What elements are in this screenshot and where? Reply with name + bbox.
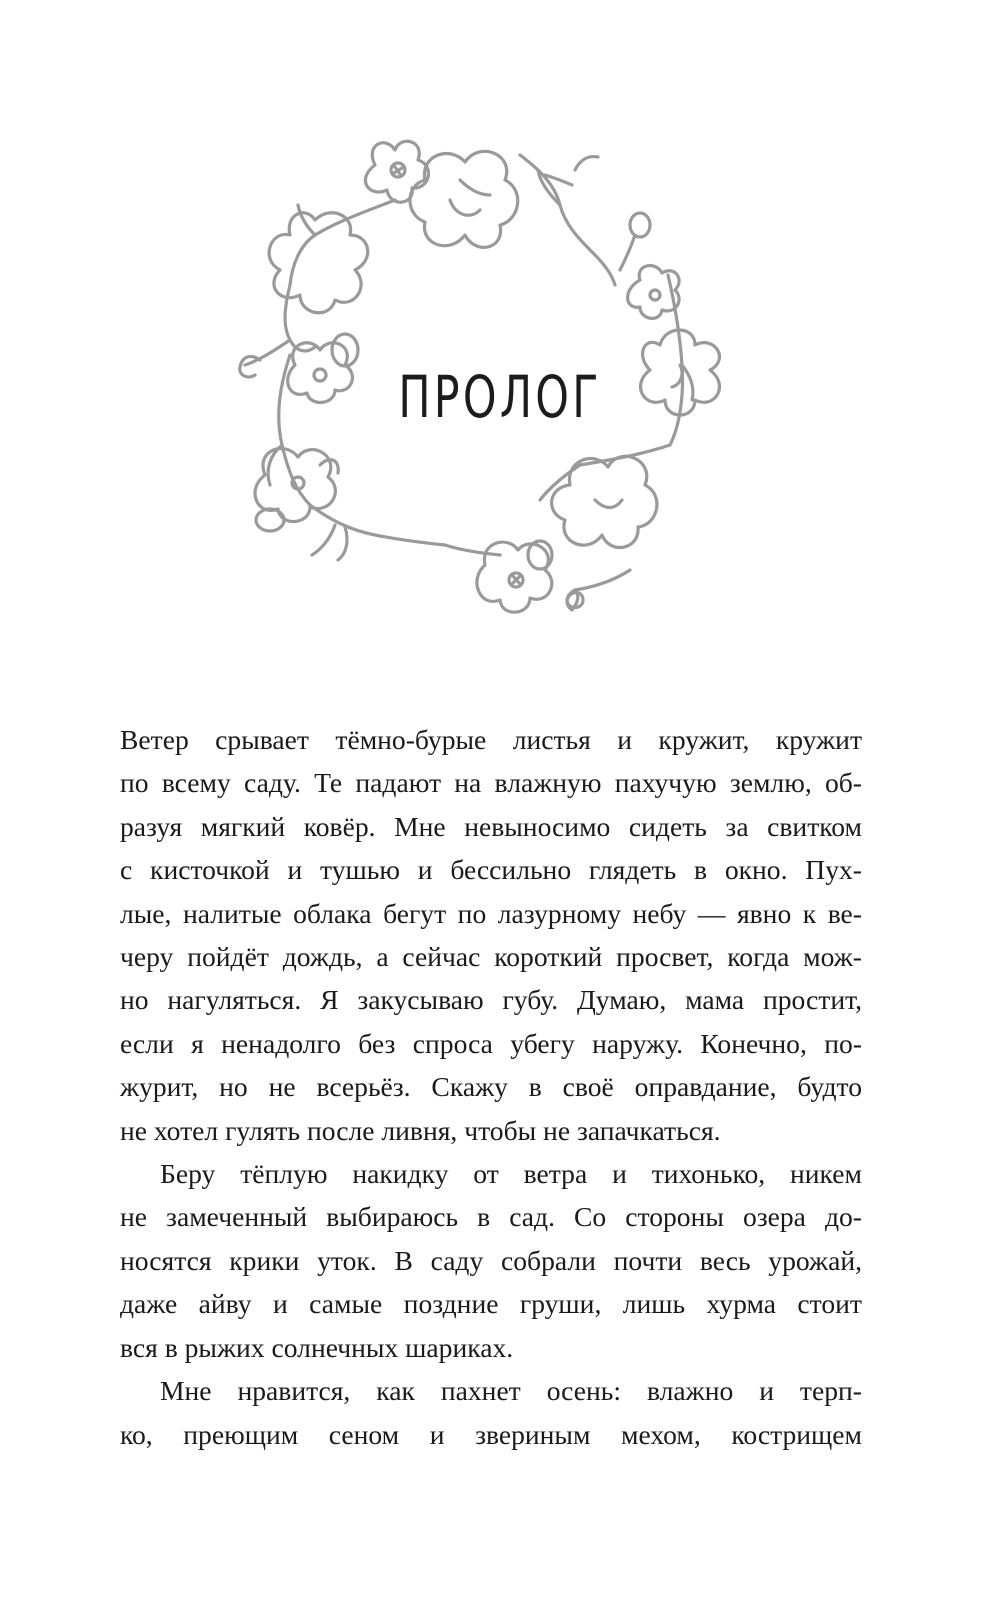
paragraph-3	[120, 1369, 862, 1456]
text-line: ко, преющим сеном и звериным мехом, кострищем	[120, 1418, 862, 1450]
text-line: черу пойдёт дождь, а сейчас короткий просвет, когда мож-	[120, 941, 862, 973]
text-line: даже айву и самые поздние груши, лишь хурма стоит	[120, 1288, 862, 1320]
text-line: если я ненадолго без спроса убегу наружу. Конечно, по-	[120, 1027, 862, 1059]
paragraph-1	[120, 718, 862, 1152]
text-line: но нагуляться. Я закусываю губу. Думаю, мама простит,	[120, 984, 862, 1016]
text-line: носятся крики уток. В саду собрали почти весь урожай,	[120, 1244, 862, 1276]
text-line: журит, но не всерьёз. Скажу в своё оправдание, будто	[120, 1071, 862, 1103]
text-line: не хотел гулять после ливня, чтобы не запачкаться.	[120, 1114, 721, 1146]
text-line: не замеченный выбираюсь в сад. Со стороны озера до-	[120, 1201, 862, 1233]
text-line: разуя мягкий ковёр. Мне невыносимо сидеть за свитком	[120, 810, 862, 842]
text-line: с кисточкой и тушью и бессильно глядеть в окно. Пух-	[120, 854, 862, 886]
body-text	[120, 718, 862, 1456]
text-line: лые, налитые облака бегут по лазурному небу — явно к ве-	[120, 897, 862, 929]
text-line: Беру тёплую накидку от ветра и тихонько, никем	[160, 1158, 862, 1190]
paragraph-2	[120, 1152, 862, 1369]
text-line: Ветер срывает тёмно-бурые листья и кружит, кружит	[120, 724, 862, 755]
chapter-title: ПРОЛОГ	[398, 363, 602, 431]
text-line: по всему саду. Те падают на влажную пахучую землю, об-	[120, 767, 862, 799]
text-line: вся в рыжих солнечных шариках.	[120, 1331, 514, 1363]
text-line: Мне нравится, как пахнет осень: влажно и терп-	[160, 1375, 862, 1407]
